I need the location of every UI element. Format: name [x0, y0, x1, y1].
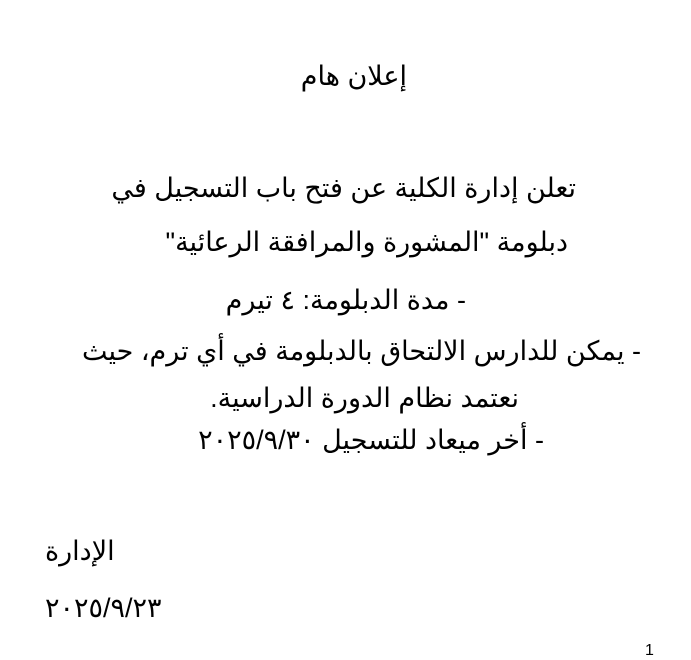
- signature-date: ٢٠٢٥/٩/٢٣: [45, 593, 162, 623]
- intro-line-2-diploma-name: دبلومة "المشورة والمرافقة الرعائية": [165, 227, 568, 257]
- bullet-join-any-term-line-1: - يمكن للدارس الالتحاق بالدبلومة في أي ترم، حيث: [81, 336, 641, 366]
- bullet-join-any-term-line-2: نعتمد نظام الدورة الدراسية.: [210, 383, 519, 413]
- announcement-title: إعلان هام: [300, 61, 407, 91]
- bullet-registration-deadline: - أخر ميعاد للتسجيل ٢٠٢٥/٩/٣٠: [198, 425, 544, 455]
- intro-line-1: تعلن إدارة الكلية عن فتح باب التسجيل في: [111, 173, 576, 203]
- page-number: 1: [645, 642, 654, 659]
- signature-issuer: الإدارة: [45, 536, 115, 566]
- bullet-diploma-duration: - مدة الدبلومة: ٤ تيرم: [225, 285, 466, 315]
